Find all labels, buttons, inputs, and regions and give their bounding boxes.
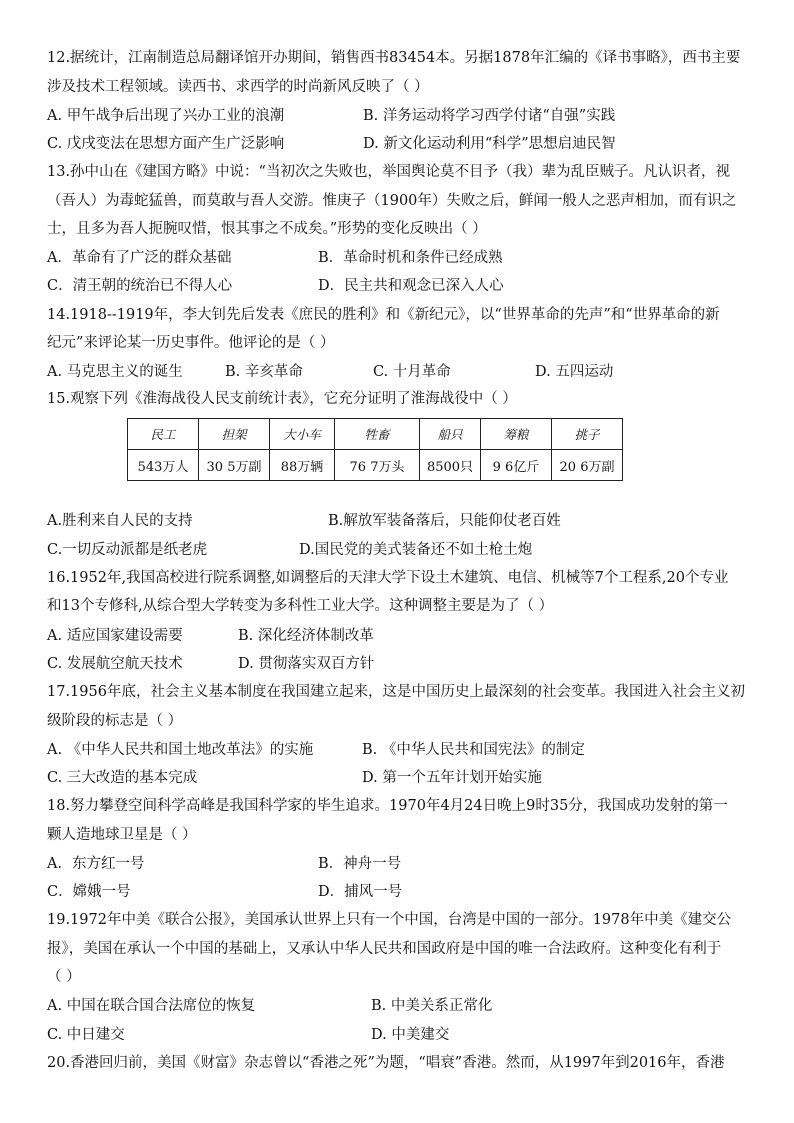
q13-option-c: C．清王朝的统治已不得人心 — [47, 278, 233, 294]
q17-option-d: D. 第一个五年计划开始实施 — [362, 770, 542, 786]
q14-option-a: A. 马克思主义的诞生 — [47, 364, 183, 380]
q18-option-b: B．神舟一号 — [318, 856, 402, 872]
q12-option-a: A. 甲午战争后出现了兴办工业的浪潮 — [47, 108, 285, 124]
q12-stem-line-2: 涉及技术工程领域。读西书、求西学的时尚新风反映了（ ） — [47, 79, 429, 95]
q13-option-d: D．民主共和观念已深入人心 — [318, 278, 504, 294]
table-header-cell: 船只 — [420, 419, 481, 450]
table-cell: 30 5万副 — [199, 450, 270, 481]
q12-option-d: D. 新文化运动利用“科学”思想启迪民智 — [363, 136, 616, 152]
q13-option-a: A．革命有了广泛的群众基础 — [47, 250, 232, 266]
q16-option-a: A. 适应国家建设需要 — [47, 628, 183, 644]
q17-stem-line-1: 17.1956年底，社会主义基本制度在我国建立起来，这是中国历史上最深刻的社会变革。我国进入社会主义初 — [47, 684, 745, 700]
q19-stem-line-2: 报》，美国在承认一个中国的基础上，又承认中华人民共和国政府是中国的唯一合法政府。这种变化有利于 — [47, 941, 722, 957]
q16-option-c: C. 发展航空航天技术 — [47, 656, 183, 672]
q14-option-b: B. 辛亥革命 — [225, 364, 303, 380]
table-header-cell: 筹粮 — [481, 419, 552, 450]
table-row — [128, 450, 623, 481]
q15-option-c: C.一切反动派都是纸老虎 — [47, 542, 208, 558]
q15-option-a: A.胜利来自人民的支持 — [47, 513, 193, 529]
q18-option-a: A．东方红一号 — [47, 856, 145, 872]
table-cell: 9 6亿斤 — [481, 450, 552, 481]
q13-option-b: B．革命时机和条件已经成熟 — [318, 250, 503, 266]
q14-stem-line-2: 纪元”来评论某一历史事件。他评论的是（ ） — [47, 335, 335, 351]
q15-stem-line-1: 15.观察下列《淮海战役人民支前统计表》，它充分证明了淮海战役中（ ） — [47, 391, 517, 407]
q17-option-b: B. 《中华人民共和国宪法》的制定 — [362, 742, 585, 758]
q17-option-a: A. 《中华人民共和国土地改革法》的实施 — [47, 742, 314, 758]
table-header-cell: 挑子 — [552, 419, 623, 450]
q17-stem-line-2: 级阶段的标志是（ ） — [47, 713, 183, 729]
q18-option-d: D．捕风一号 — [318, 884, 403, 900]
q16-option-d: D. 贯彻落实双百方针 — [238, 656, 375, 672]
table-cell: 88万辆 — [270, 450, 335, 481]
table-cell: 543万人 — [128, 450, 199, 481]
q15-option-d: D.国民党的美式装备还不如土枪土炮 — [299, 542, 533, 558]
table-header-cell: 民工 — [128, 419, 199, 450]
q20-stem-line-1: 20.香港回归前，美国《财富》杂志曾以“香港之死”为题，“唱衰”香港。然而，从1997年到2016年，香港 — [47, 1055, 725, 1071]
q14-stem-line-1: 14.1918--1919年，李大钊先后发表《庶民的胜利》和《新纪元》，以“世界革命的先声”和“世界革命的新 — [47, 307, 720, 323]
q12-stem-line-1: 12.据统计，江南制造总局翻译馆开办期间，销售西书83454本。另据1878年汇编的《译书事略》，西书主要 — [47, 50, 741, 66]
q19-option-a: A. 中国在联合国合法席位的恢复 — [47, 998, 256, 1014]
q13-stem-line-1: 13.孙中山在《建国方略》中说：“当初次之失败也，举国舆论莫不目予（我）辈为乱臣贼子。凡认识者，视 — [47, 164, 730, 180]
q14-option-c: C. 十月革命 — [373, 364, 451, 380]
q12-option-c: C. 戊戌变法在思想方面产生广泛影响 — [47, 136, 285, 152]
q19-stem-line-3: （ ） — [47, 969, 81, 985]
q16-option-b: B. 深化经济体制改革 — [238, 628, 374, 644]
q14-option-d: D. 五四运动 — [535, 364, 614, 380]
table-cell: 20 6万副 — [552, 450, 623, 481]
q13-stem-line-2: （吾人）为毒蛇猛兽，而莫敢与吾人交游。惟庚子（1900年）失败之后，鲜闻一般人之恶声相加，而有识之 — [47, 193, 737, 209]
q19-option-c: C. 中日建交 — [47, 1027, 125, 1043]
q18-option-c: C．嫦娥一号 — [47, 884, 131, 900]
q18-stem-line-2: 颗人造地球卫星是（ ） — [47, 827, 197, 843]
q12-option-b: B. 洋务运动将学习西学付诸“自强”实践 — [363, 108, 616, 124]
q16-stem-line-2: 和13个专修科,从综合型大学转变为多科性工业大学。这种调整主要是为了（ ） — [47, 598, 554, 614]
q17-option-c: C. 三大改造的基本完成 — [47, 770, 198, 786]
q19-option-b: B. 中美关系正常化 — [371, 998, 493, 1014]
huaihai-support-stats-table — [127, 418, 623, 481]
q19-option-d: D. 中美建交 — [371, 1027, 450, 1043]
table-header-cell: 担架 — [199, 419, 270, 450]
q13-stem-line-3: 士，且多为吾人扼腕叹惜，恨其事之不成矣。”形势的变化反映出（ ） — [47, 221, 487, 237]
table-header-cell: 大小车 — [270, 419, 335, 450]
table-header-row — [128, 419, 623, 450]
table-header-cell: 牲畜 — [335, 419, 420, 450]
q19-stem-line-1: 19.1972年中美《联合公报》，美国承认世界上只有一个中国，台湾是中国的一部分。1978年中美《建交公 — [47, 912, 732, 928]
table-cell: 76 7万头 — [335, 450, 420, 481]
q18-stem-line-1: 18.努力攀登空间科学高峰是我国科学家的毕生追求。1970年4月24日晚上9时35分，我国成功发射的第一 — [47, 798, 728, 814]
table-cell: 8500只 — [420, 450, 481, 481]
q16-stem-line-1: 16.1952年,我国高校进行院系调整,如调整后的天津大学下设土木建筑、电信、机械等7个工程系,20个专业 — [47, 570, 729, 586]
q15-option-b: B.解放军装备落后，只能仰仗老百姓 — [328, 513, 561, 529]
